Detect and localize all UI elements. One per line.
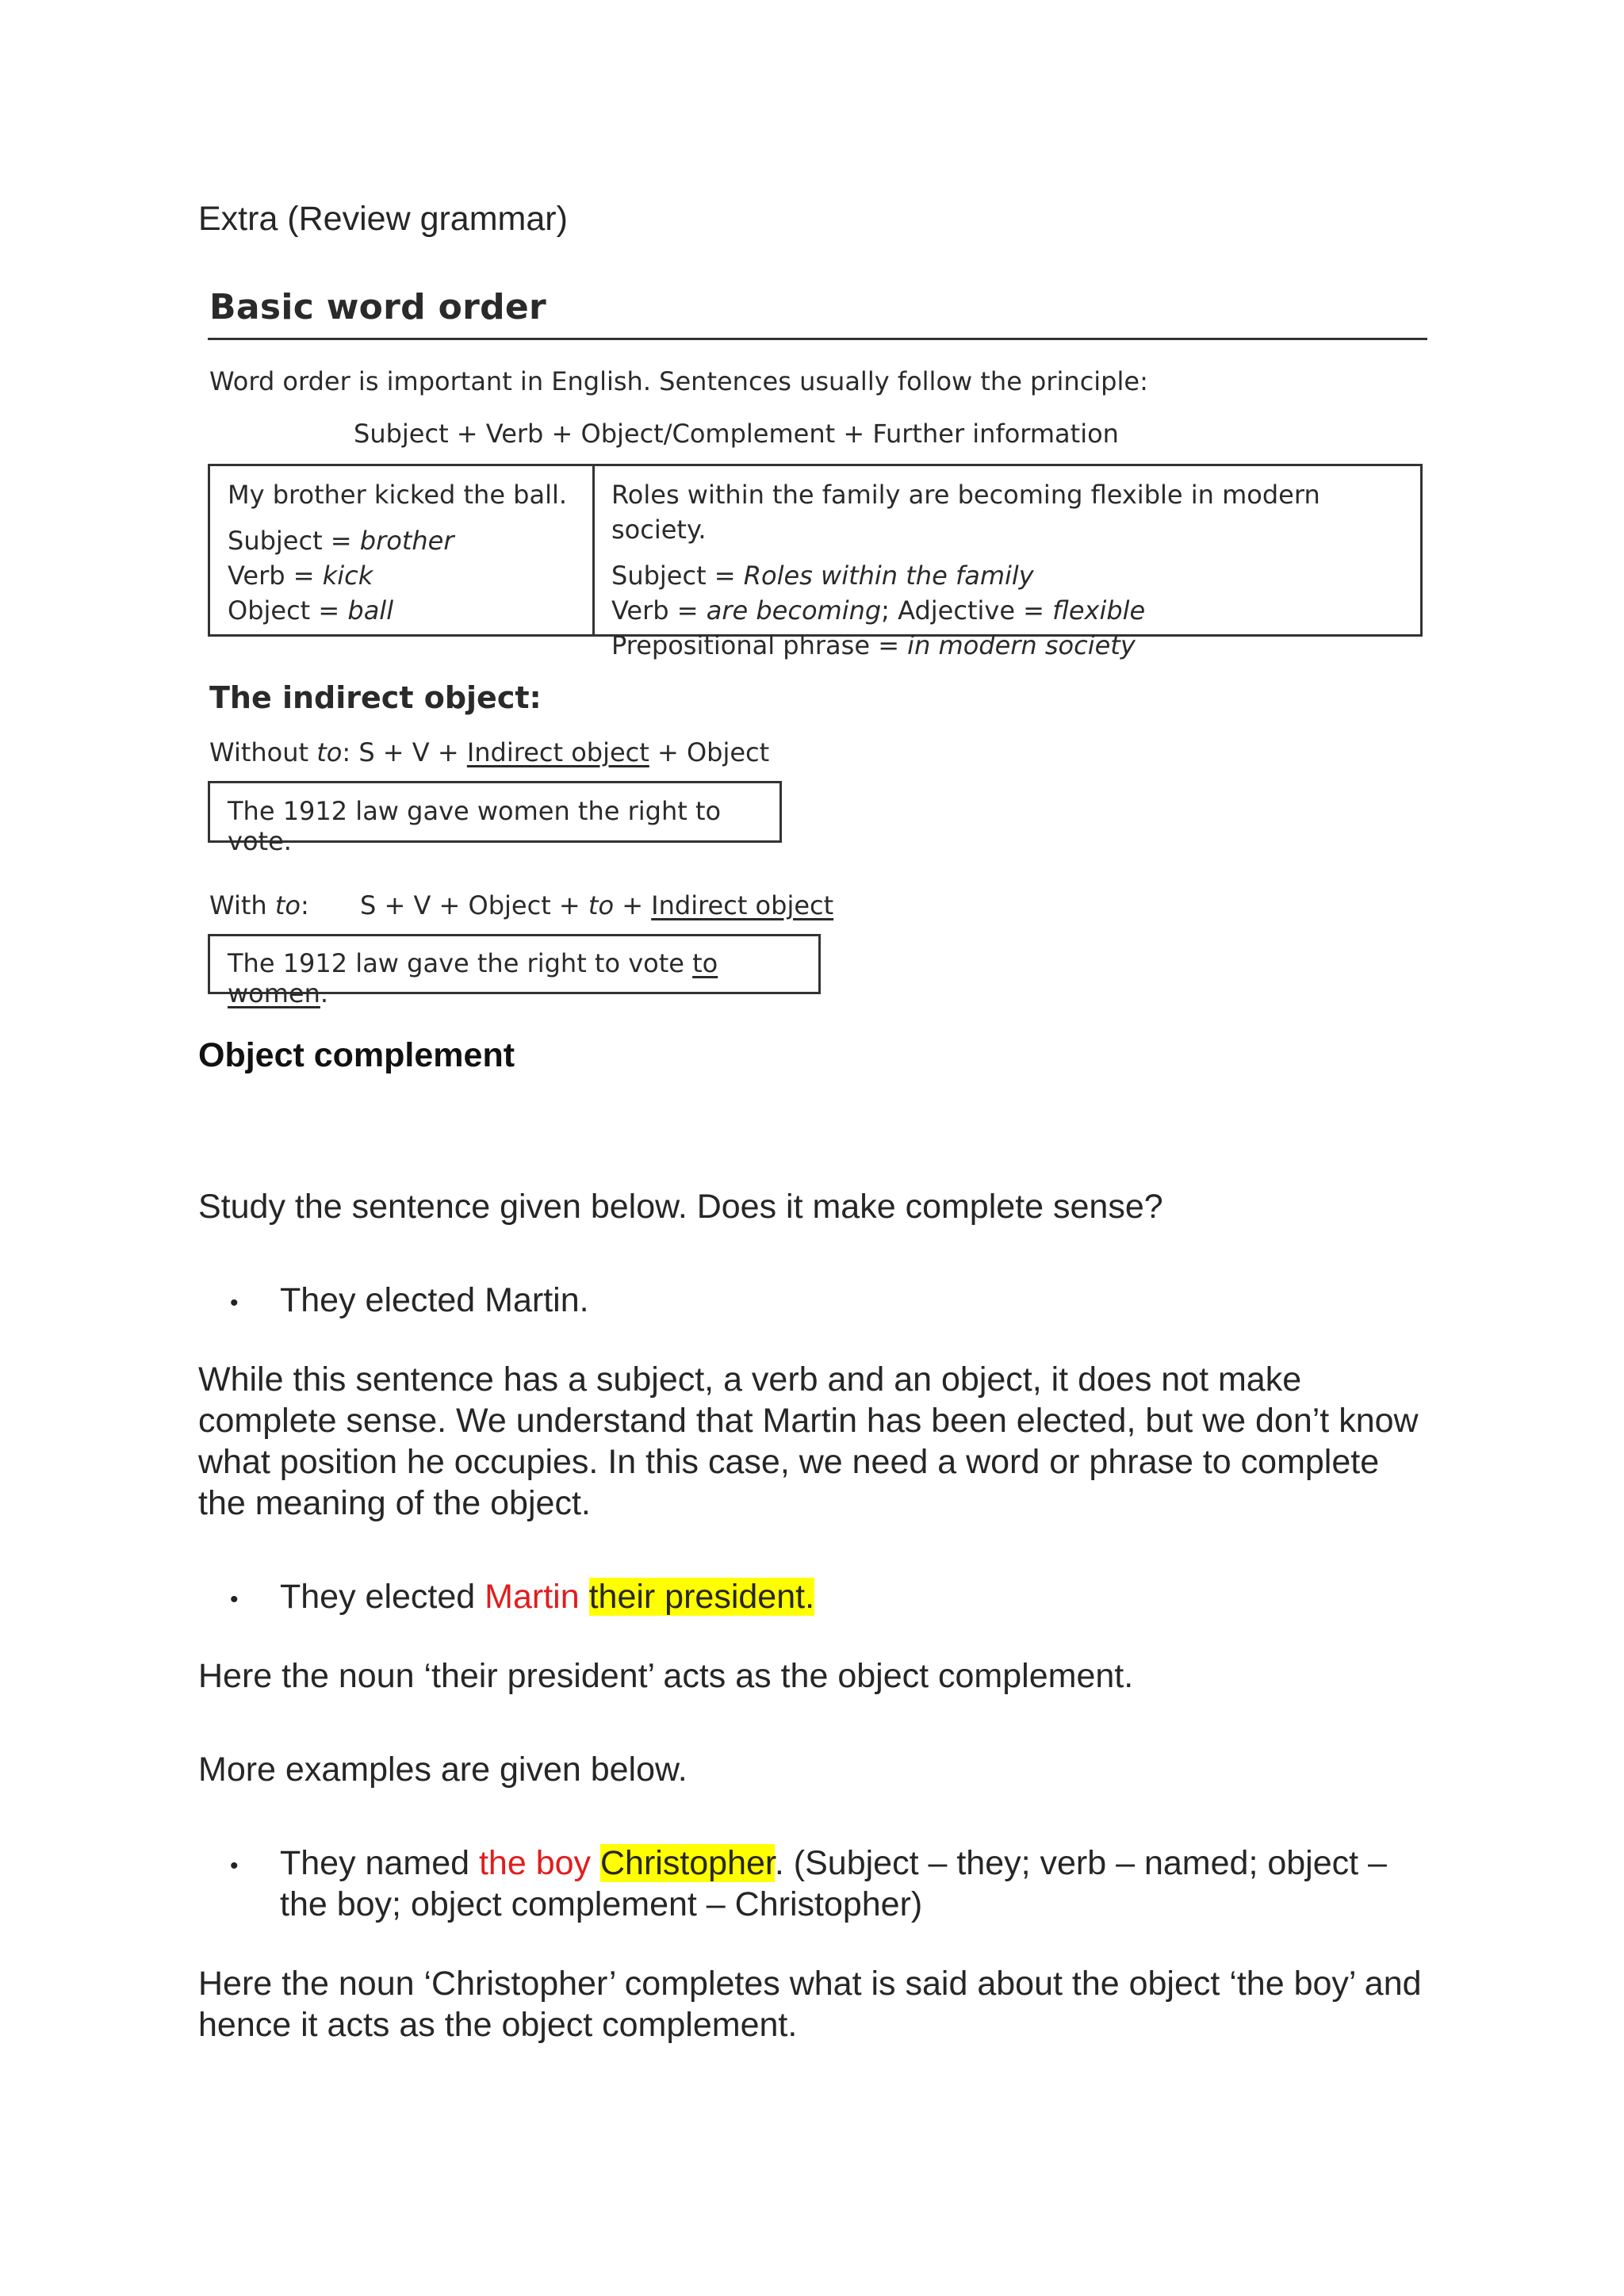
section-title: Basic word order (209, 287, 547, 327)
table-divider (592, 466, 595, 634)
example-sentence: My brother kicked the ball. (228, 480, 568, 510)
complement-highlight: Christopher (599, 1844, 775, 1882)
word-order-formula: Subject + Verb + Object/Complement + Further information (354, 419, 1119, 449)
paragraph-4: Here the noun ‘Christopher’ completes what is said about the object ‘the boy’ and hence it acts as the object complement. (198, 1965, 1422, 2044)
verb-line: Verb = kick (228, 561, 373, 591)
section-heading: Object complement (198, 1036, 515, 1074)
complement-highlight: their president. (588, 1578, 815, 1616)
bullet-example-2: They elected Martin their president. (280, 1578, 815, 1616)
word-order-table (208, 464, 1423, 660)
with-to-formula: S + V + Object + to + Indirect object (360, 890, 834, 920)
bullet-icon: • (230, 1290, 239, 1316)
indirect-object-title: The indirect object: (209, 680, 542, 715)
section-rule (208, 338, 1427, 340)
object-line: Object = ball (228, 595, 394, 626)
example-sentence: Roles within the family are becoming flexible in modern society. (611, 480, 1320, 545)
example-box-2: The 1912 law gave the right to vote to women. (208, 934, 821, 994)
without-to-formula: Without to: S + V + Indirect object + Object (209, 737, 770, 767)
bullet-example-1: They elected Martin. (280, 1281, 589, 1319)
bullet-icon: • (230, 1586, 239, 1613)
prep-line: Prepositional phrase = in modern society (611, 630, 1136, 660)
object-highlight: the boy (478, 1844, 592, 1882)
bullet-icon: • (230, 1853, 239, 1879)
verb-line: Verb = are becoming; Adjective = flexible (611, 595, 1146, 626)
page-title: Extra (Review grammar) (198, 200, 568, 238)
intro-text: Word order is important in English. Sentences usually follow the principle: (209, 366, 1148, 396)
example-box-1: The 1912 law gave women the right to vote. (208, 781, 782, 843)
with-to-label: With to: (209, 890, 309, 920)
bullet-example-3: They named the boy Christopher. (Subject – they; verb – named; object – the boy; object complement – Christopher) (280, 1844, 1387, 1923)
subject-line: Subject = brother (228, 526, 454, 556)
subject-line: Subject = Roles within the family (611, 561, 1034, 591)
table-cell-left (228, 477, 567, 628)
paragraph-2: Here the noun ‘their president’ acts as the object complement. (198, 1657, 1134, 1695)
object-highlight: Martin (485, 1578, 580, 1616)
paragraph-1: While this sentence has a subject, a verb and an object, it does not make complete sense. We understand that Martin has been elected, but we don’t know what position he occupies. In this case, we need a word or phrase to complete the meaning of the object. (198, 1360, 1419, 1522)
paragraph-3: More examples are given below. (198, 1751, 688, 1789)
study-prompt: Study the sentence given below. Does it make complete sense? (198, 1188, 1163, 1226)
table-cell-right (611, 477, 1420, 663)
